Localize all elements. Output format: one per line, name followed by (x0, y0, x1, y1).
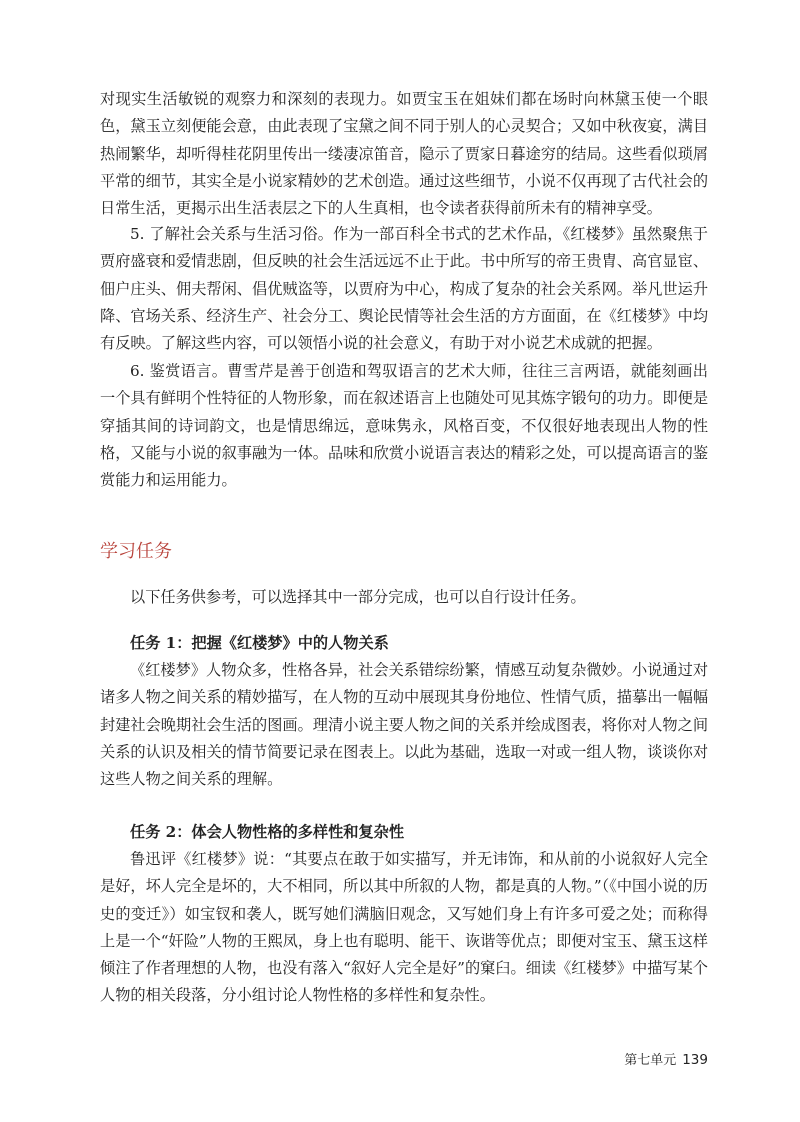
page-number: 139 (682, 1052, 708, 1068)
paragraph-language: 6. 鉴赏语言。曹雪芹是善于创造和驾驭语言的艺术大师，往往三言两语，就能刻画出一个具有鲜明个性特征的人物形象，而在叙述语言上也随处可见其炼字锻句的功力。即便是穿插其间的诗词韵文，也是情思绵远，意味隽永，风格百变，不仅很好地表现出人物的性格，又能与小说的叙事融为一体。品味和欣赏小说语言表达的精彩之处，可以提高语言的鉴赏能力和运用能力。 (100, 362, 708, 490)
section-intro: 以下任务供参考，可以选择其中一部分完成，也可以自行设计任务。 (130, 588, 586, 606)
task-1-title: 任务 1：把握《红楼梦》中的人物关系 (130, 634, 389, 652)
section-title-learning-tasks: 学习任务 (100, 541, 172, 562)
task-1-body: 《红楼梦》人物众多，性格各异，社会关系错综纷繁，情感互动复杂微妙。小说通过对诸多人物之间关系的精妙描写，在人物的互动中展现其身份地位、性情气质，描摹出一幅幅封建社会晚期社会生活的图画。理清小说主要人物之间的关系并绘成图表，将你对人物之间关系的认识及相关的情节简要记录在图表上。以此为基础，选取一对或一组人物，谈谈你对这些人物之间关系的理解。 (100, 661, 708, 789)
task-2-title: 任务 2：体会人物性格的多样性和复杂性 (130, 823, 405, 841)
page-footer (624, 1049, 708, 1068)
unit-label: 第七单元 (624, 1053, 677, 1068)
paragraph-observation: 对现实生活敏锐的观察力和深刻的表现力。如贾宝玉在姐妹们都在场时向林黛玉使一个眼色，黛玉立刻便能会意，由此表现了宝黛之间不同于别人的心灵契合；又如中秋夜宴，满目热闹繁华，却听得桂花阴里传出一缕凄凉笛音，隐示了贾家日暮途穷的结局。这些看似琐屑平常的细节，其实全是小说家精妙的艺术创造。通过这些细节，小说不仅再现了古代社会的日常生活，更揭示出生活表层之下的人生真相，也令读者获得前所未有的精神享受。 (100, 90, 708, 218)
task-2-body: 鲁迅评《红楼梦》说：“其要点在敢于如实描写，并无讳饰，和从前的小说叙好人完全是好，坏人完全是坏的，大不相同，所以其中所叙的人物，都是真的人物。”（《中国小说的历史的变迁》）如宝钗和袭人，既写她们满脑旧观念，又写她们身上有许多可爱之处；而称得上是一个“奸险”人物的王熙凤，身上也有聪明、能干、诙谐等优点；即便对宝玉、黛玉这样倾注了作者理想的人物，也没有落入“叙好人完全是好”的窠臼。细读《红楼梦》中描写某个人物的相关段落，分小组讨论人物性格的多样性和复杂性。 (100, 850, 708, 1005)
paragraph-social-relations: 5. 了解社会关系与生活习俗。作为一部百科全书式的艺术作品，《红楼梦》虽然聚焦于贾府盛衰和爱情悲剧，但反映的社会生活远远不止于此。书中所写的帝王贵胄、高官显宦、佃户庄头、佣夫帮闲、倡优贼盗等，以贾府为中心，构成了复杂的社会关系网。举凡世运升降、官场关系、经济生产、社会分工、舆论民情等社会生活的方方面面，在《红楼梦》中均有反映。了解这些内容，可以领悟小说的社会意义，有助于对小说艺术成就的把握。 (100, 225, 708, 353)
